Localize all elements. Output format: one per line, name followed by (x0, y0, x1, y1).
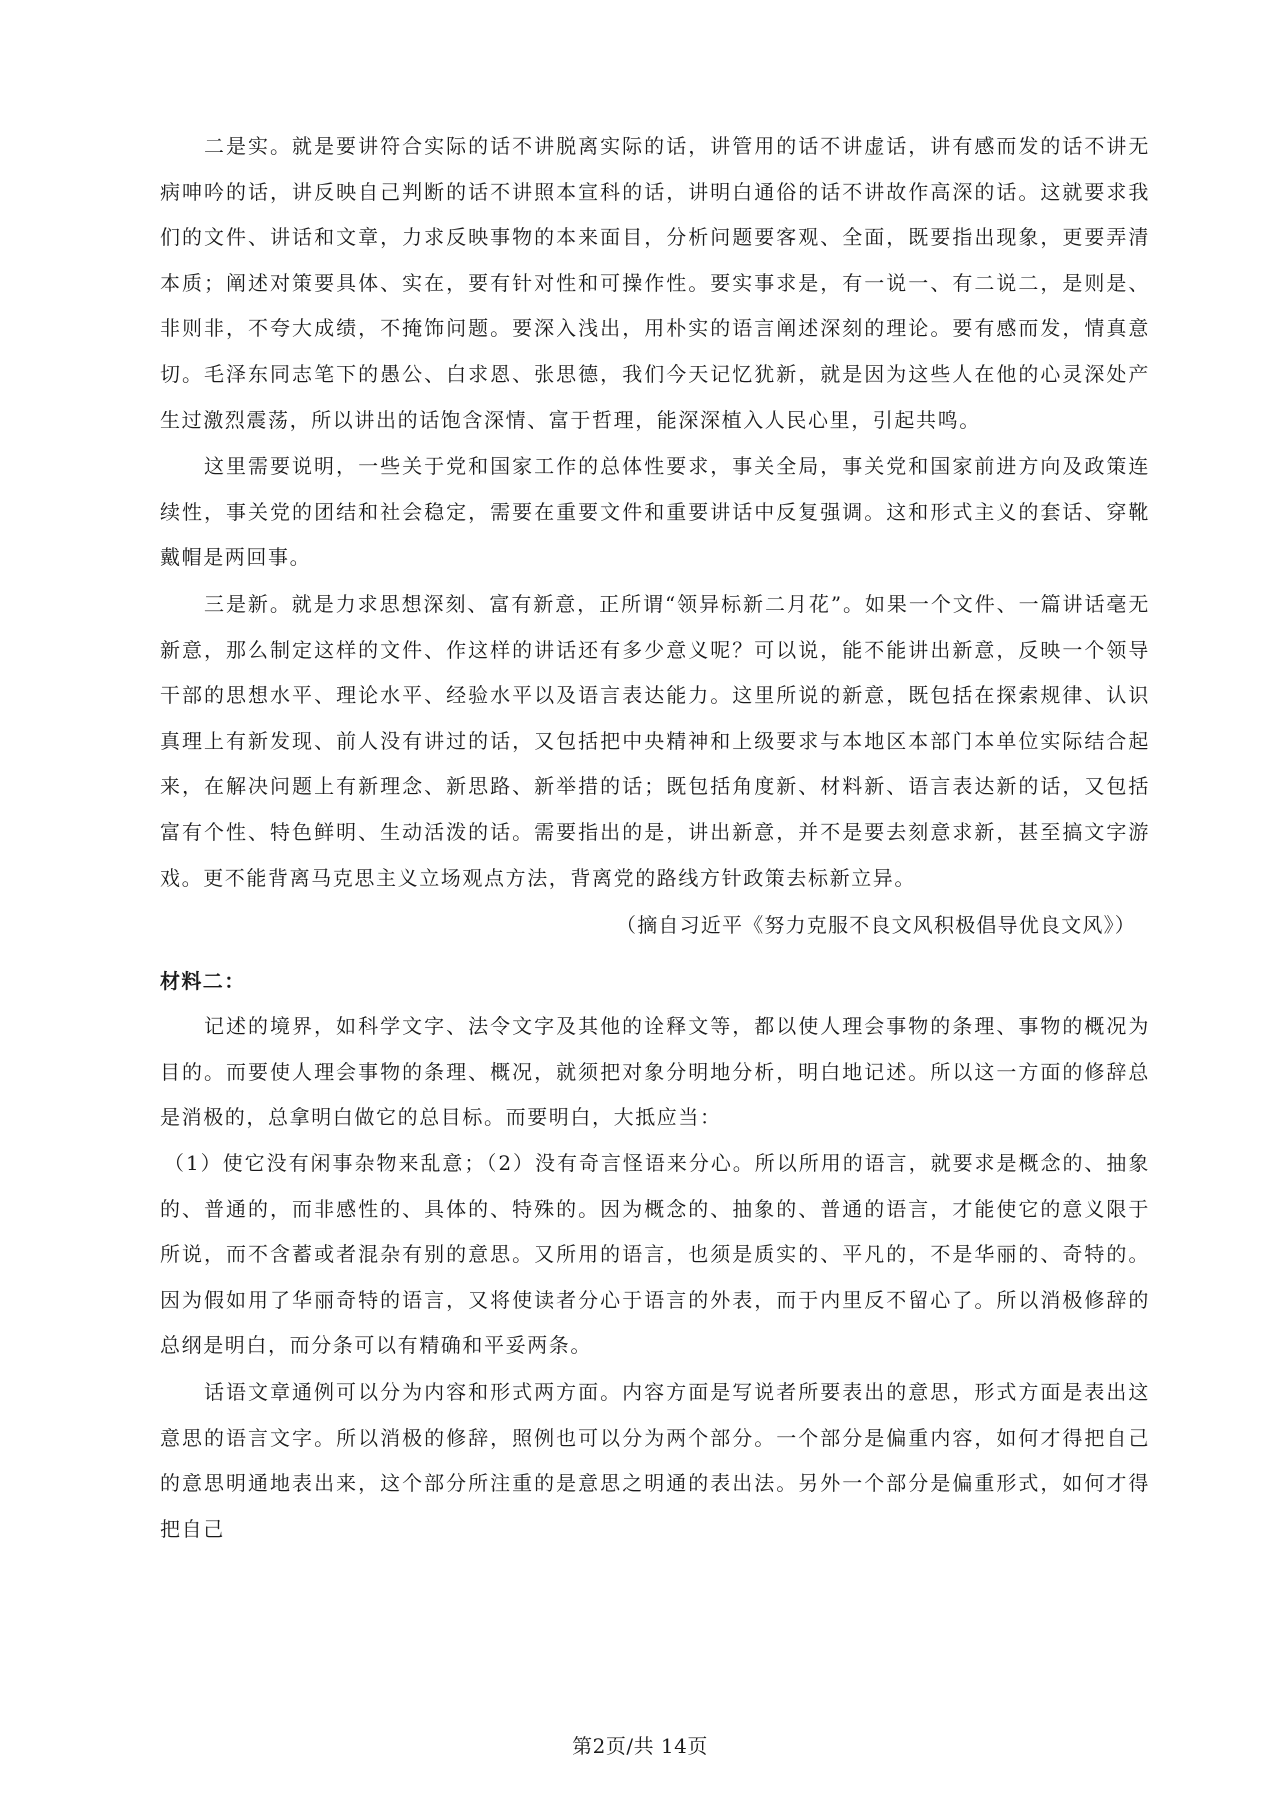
paragraph-xin: 三是新。就是力求思想深刻、富有新意，正所谓“领异标新二月花”。如果一个文件、一篇讲话毫无新意，那么制定这样的文件、作这样的讲话还有多少意义呢？可以说，能不能讲出新意，反映一个领导干部的思想水平、理论水平、经验水平以及语言表达能力。这里所说的新意，既包括在探索规律、认识真理上有新发现、前人没有讲过的话，又包括把中央精神和上级要求与本地区本部门本单位实际结合起来，在解决问题上有新理念、新思路、新举措的话；既包括角度新、材料新、语言表达新的话，又包括富有个性、特色鲜明、生动活泼的话。需要指出的是，讲出新意，并不是要去刻意求新，甚至搞文字游戏。更不能背离马克思主义立场观点方法，背离党的路线方针政策去标新立异。 (160, 591, 1150, 890)
paragraph-material2-list: （1）使它没有闲事杂物来乱意；（2）没有奇言怪语来分心。所以所用的语言，就要求是概念的、抽象的、普通的，而非感性的、具体的、特殊的。因为概念的、抽象的、普通的语言，才能使它的意义限于所说，而不含蓄或者混杂有别的意思。又所用的语言，也须是质实的、平凡的，不是华丽的、奇特的。因为假如用了华丽奇特的语言，又将使读者分心于语言的外表，而于内里反不留心了。所以消极修辞的总纲是明白，而分条可以有精确和平妥两条。 (160, 1151, 1150, 1358)
page-footer: 第2页/共 14页 (572, 1734, 708, 1758)
source-citation: （摘自习近平《努力克服不良文风积极倡导优良文风》） (616, 913, 1136, 938)
paragraph-material2-intro: 记述的境界，如科学文字、法令文字及其他的诠释文等，都以使人理会事物的条理、事物的概况为目的。而要使人理会事物的条理、概况，就须把对象分明地分析，明白地记述。所以这一方面的修辞总是消极的，总拿明白做它的总目标。而要明白，大抵应当： (160, 1014, 1150, 1130)
paragraph-material2-content-form: 话语文章通例可以分为内容和形式两方面。内容方面是写说者所要表出的意思，形式方面是表出这意思的语言文字。所以消极的修辞，照例也可以分为两个部分。一个部分是偏重内容，如何才得把自己的意思明通地表出来，这个部分所注重的是意思之明通的表出法。另外一个部分是偏重形式，如何才得把自己 (160, 1380, 1150, 1541)
material2-heading: 材料二： (160, 968, 246, 993)
paragraph-shi: 二是实。就是要讲符合实际的话不讲脱离实际的话，讲管用的话不讲虚话，讲有感而发的话不讲无病呻吟的话，讲反映自己判断的话不讲照本宣科的话，讲明白通俗的话不讲故作高深的话。这就要求我们的文件、讲话和文章，力求反映事物的本来面目，分析问题要客观、全面，既要指出现象，更要弄清本质；阐述对策要具体、实在，要有针对性和可操作性。要实事求是，有一说一、有二说二，是则是、非则非，不夸大成绩，不掩饰问题。要深入浅出，用朴实的语言阐述深刻的理论。要有感而发，情真意切。毛泽东同志笔下的愚公、白求恩、张思德，我们今天记忆犹新，就是因为这些人在他的心灵深处产生过激烈震荡，所以讲出的话饱含深情、富于哲理，能深深植入人民心里，引起共鸣。 (160, 134, 1150, 432)
document-body (160, 124, 1150, 1552)
paragraph-explanation: 这里需要说明，一些关于党和国家工作的总体性要求，事关全局，事关党和国家前进方向及政策连续性，事关党的团结和社会稳定，需要在重要文件和重要讲话中反复强调。这和形式主义的套话、穿靴戴帽是两回事。 (160, 454, 1150, 570)
